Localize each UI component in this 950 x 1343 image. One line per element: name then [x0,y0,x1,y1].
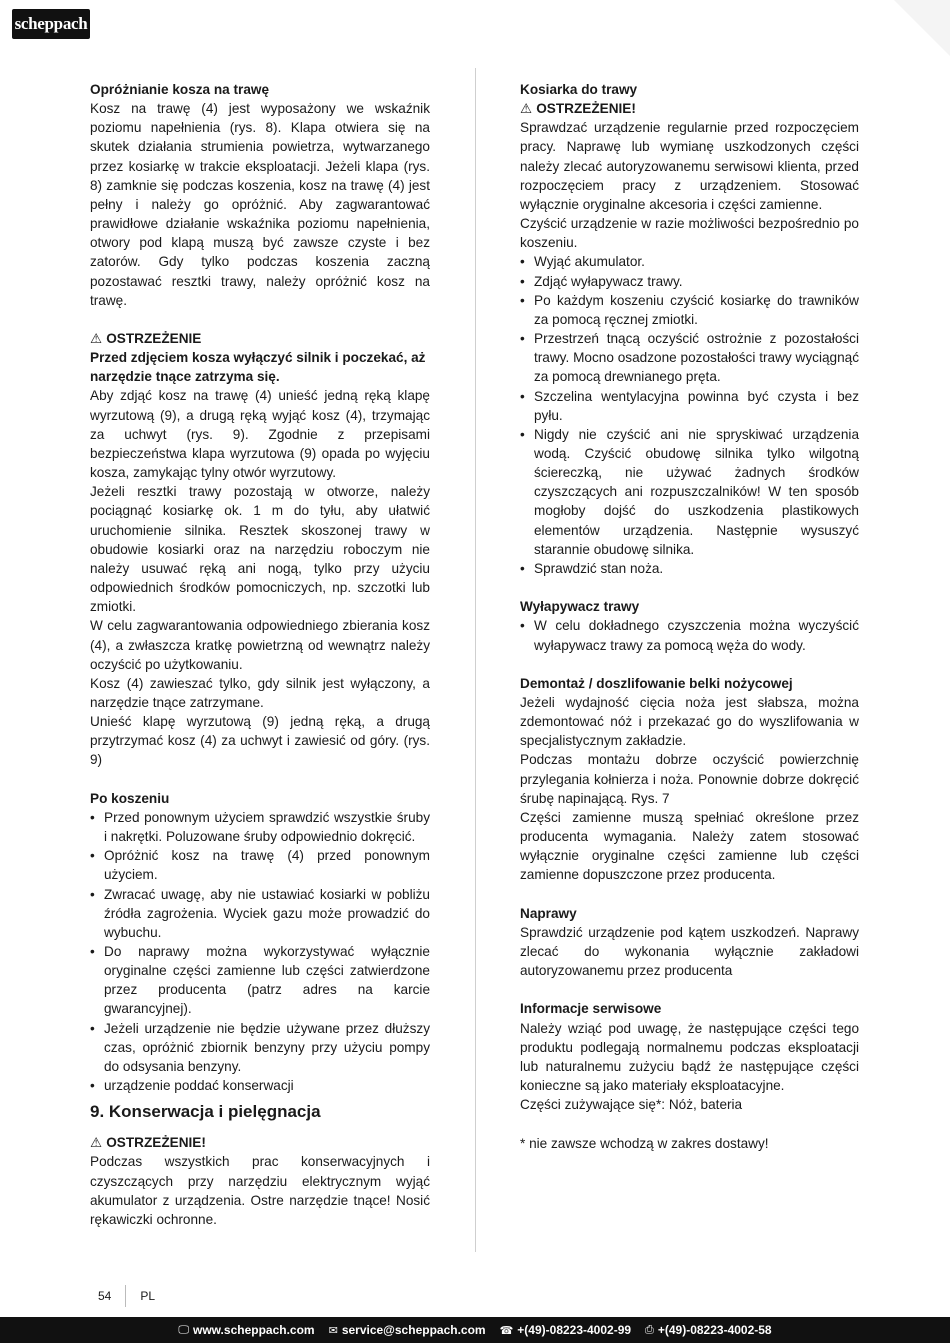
paragraph: Jeżeli resztki trawy pozostają w otworze, należy pociągnąć kosiarkę ok. 1 m do tyłu, aby ułatwić uruchomienie silnika. Resztek skoszonej trawy w obudowie kosiarki oraz na narzędziu roboczym nie należy usuwać ręką ani nogą, tylko przy użyciu odpowiednich środków pomocniczych, np. szczotki lub zmiotki. [90,484,430,615]
website-link[interactable]: www.scheppach.com [193,1323,315,1337]
warning-label: OSTRZEŻENIE! [106,1135,206,1151]
page-number: 54 [98,1289,112,1303]
paragraph: W celu zagwarantowania odpowiedniego zbierania kosz (4), a zwłaszcza kratkę powietrzną od wewnątrz należy oczyścić po użytkowaniu. [90,618,430,672]
list-item: • W celu dokładnego czyszczenia można wyczyścić wyłapywacz trawy za pomocą węża do wody. [520,616,859,654]
after-mowing-list [90,808,430,1095]
footnote: * nie zawsze wchodzą w zakres dostawy! [520,1135,769,1151]
list-item: • Po każdym koszeniu czyścić kosiarkę do trawników za pomocą ręcznej zmiotki. [520,291,859,329]
warning-text: Przed zdjęciem kosza wyłączyć silnik i poczekać, aż narzędzie tnące zatrzyma się. [90,350,426,385]
paragraph: Podczas montażu dobrze oczyścić powierzchnię przylegania kołnierza i noża. Ponownie dobrze dokręcić śrubę napinającą. Rys. 7 [520,752,859,806]
right-column [520,80,859,1153]
brand-logo-text: scheppach [14,14,88,33]
warning-label: OSTRZEŻENIE [106,331,202,347]
warning-heading [90,1133,430,1152]
contact-phone [500,1323,631,1337]
list-item: • Nigdy nie czyścić ani nie spryskiwać urządzenia wodą. Czyścić obudowę silnika tylko wilgotną ściereczką, nie używać żadnych środków czyszczących ani rozpuszczalników! W ten sposób mogłoby dojść do uszkodzenia plastikowych elementów urządzenia. Następnie wysuszyć starannie obudowę silnika. [520,425,859,559]
paragraph: Części zamienne muszą spełniać określone przez producenta wymagania. Należy zatem stosować wyłącznie oryginalne części zamienne lub części zamienne dopuszczone przez producenta. [520,809,859,883]
paragraph: Sprawdzić urządzenie pod kątem uszkodzeń. Naprawy zlecać do wykonania wyłącznie zakładowi autoryzowanemu przez producenta [520,924,859,979]
list-item: • Wyjąć akumulator. [520,252,859,271]
list-item: • Przestrzeń tnącą oczyścić ostrożnie z pozostałości trawy. Mocno osadzone pozostałości trawy wyciągnąć za pomocą drewnianego pręta. [520,329,859,386]
list-item: • Jeżeli urządzenie nie będzie używane przez dłuższy czas, opróżnić zbiornik benzyny przy użyciu pompy do odsysania benzyny. [90,1019,430,1076]
list-item: • Sprawdzić stan noża. [520,559,859,578]
paragraph: Podczas wszystkich prac konserwacyjnych i czyszczących przy narzędziu elektrycznym wyjąć akumulator z urządzenia. Ostre narzędzie tnące! Nosić rękawiczki ochronne. [90,1154,430,1227]
monitor-icon: 🖵 [178,1323,189,1336]
list-item: • Zdjąć wyłapywacz trawy. [520,272,859,291]
paragraph: Kosz na trawę (4) jest wyposażony we wskaźnik poziomu napełnienia (rys. 8). Klapa otwiera się na skutek działania strumienia powietrza, wytwarzanego przez kosiarkę w trakcie eksploatacji. Jeżeli klapa (rys. 8) zamknie się podczas koszenia, kosz na trawę (4) jest pełny i należy go opróżnić. Aby zagwarantować prawidłowe działanie wskaźnika poziomu napełnienia, otwory pod klapą muszą być zawsze czyste i bez zatorów. Gdy tylko podczas koszenia zaczną pozostawać resztki trawy, należy opróżnić kosz na trawę. [90,101,430,308]
heading-grass-catcher: Wyłapywacz trawy [520,599,640,615]
phone-icon: ☎ [499,1324,514,1337]
warning-label: OSTRZEŻENIE! [536,101,636,117]
email-link[interactable]: service@scheppach.com [341,1323,486,1337]
warning-heading [90,329,430,348]
list-item: • urządzenie poddać konserwacji [90,1076,430,1095]
paragraph: Aby zdjąć kosz na trawę (4) unieść jedną ręką klapę wyrzutową (9), a drugą ręką wyjąć kosz (4), trzymając za uchwyt (rys. 9). Zgodnie z przepisami bezpieczeństwa klapa wyrzutowa (9) opada po wyjęciu kosza, zamykając tylny otwór wyrzutowy. [90,388,430,481]
paragraph: Części zużywające się*: Nóż, bateria [520,1097,743,1113]
heading-lawn-mower: Kosiarka do trawy [520,82,638,97]
contact-bar [0,1317,950,1343]
contact-email[interactable] [329,1323,486,1337]
paragraph: Należy wziąć pod uwagę, że następujące części tego produktu podlegają normalnemu podczas eksploatacji lub naturalnemu zużyciu bądź że następujące części konieczne są jako materiały eksploatacyjne. [520,1020,859,1094]
grass-catcher-list [520,616,859,654]
cleaning-list [520,252,859,578]
left-column [90,80,430,1229]
heading-blade-removal: Demontaż / doszlifowanie belki nożycowej [520,675,793,691]
warning-triangle-icon: ⚠ [90,331,103,347]
paragraph: Kosz (4) zawieszać tylko, gdy silnik jest wyłączony, a narzędzie tnące zatrzymane. [90,675,430,710]
column-divider [475,68,476,1252]
language-code: PL [140,1289,156,1303]
page-corner-shading [894,0,950,56]
paragraph: Unieść klapę wyrzutową (9) jedną ręką, a drugą przytrzymać kosz (4) za uchwyt i zawiesić od góry. (rys. 9) [90,714,430,768]
heading-after-mowing: Po koszeniu [90,790,170,806]
warning-triangle-icon: ⚠ [520,101,533,117]
fax-icon: ⎙ [645,1323,654,1336]
footer-separator [125,1285,126,1307]
paragraph: Czyścić urządzenie w razie możliwości bezpośrednio po koszeniu. [520,216,859,251]
paragraph: Jeżeli wydajność cięcia noża jest słabsza, można zdemontować nóż i przekazać go do wyszlifowania w specjalistycznym zakładzie. [520,694,859,749]
page-footer [98,1285,155,1307]
heading-emptying-basket: Opróżnianie kosza na trawę [90,82,270,97]
fax-number: +(49)-08223-4002-58 [657,1323,772,1337]
warning-heading [520,99,859,118]
contact-website[interactable] [178,1323,314,1337]
paragraph: Sprawdzać urządzenie regularnie przed rozpoczęciem pracy. Naprawę lub wymianę uszkodzonych części należy zlecać autoryzowanemu serwisowi klienta, przed rozpoczęciem pracy z urządzeniem. Stosować wyłącznie oryginalne akcesoria i części zamienne. [520,120,859,212]
phone-number: +(49)-08223-4002-99 [517,1323,632,1337]
list-item: • Zwracać uwagę, aby nie ustawiać kosiarki w pobliżu źródła zagrożenia. Wyciek gazu może prowadzić do wybuchu. [90,885,430,942]
contact-fax [645,1323,772,1337]
list-item: • Do naprawy można wykorzystywać wyłącznie oryginalne części zamienne lub części zatwierdzone przez producenta (patrz adres na karcie gwarancyjnej). [90,942,430,1019]
section-title-maintenance: 9. Konserwacja i pielęgnacja [90,1102,321,1122]
warning-triangle-icon: ⚠ [90,1135,103,1151]
brand-logo [12,9,90,39]
mail-icon: ✉ [328,1324,338,1337]
list-item: • Opróżnić kosz na trawę (4) przed ponownym użyciem. [90,846,430,884]
heading-repairs: Naprawy [520,905,577,921]
list-item: • Szczelina wentylacyjna powinna być czysta i bez pyłu. [520,387,859,425]
list-item: • Przed ponownym użyciem sprawdzić wszystkie śruby i nakrętki. Poluzowane śruby odpowiednio dokręcić. [90,808,430,846]
heading-service-info: Informacje serwisowe [520,1001,662,1017]
